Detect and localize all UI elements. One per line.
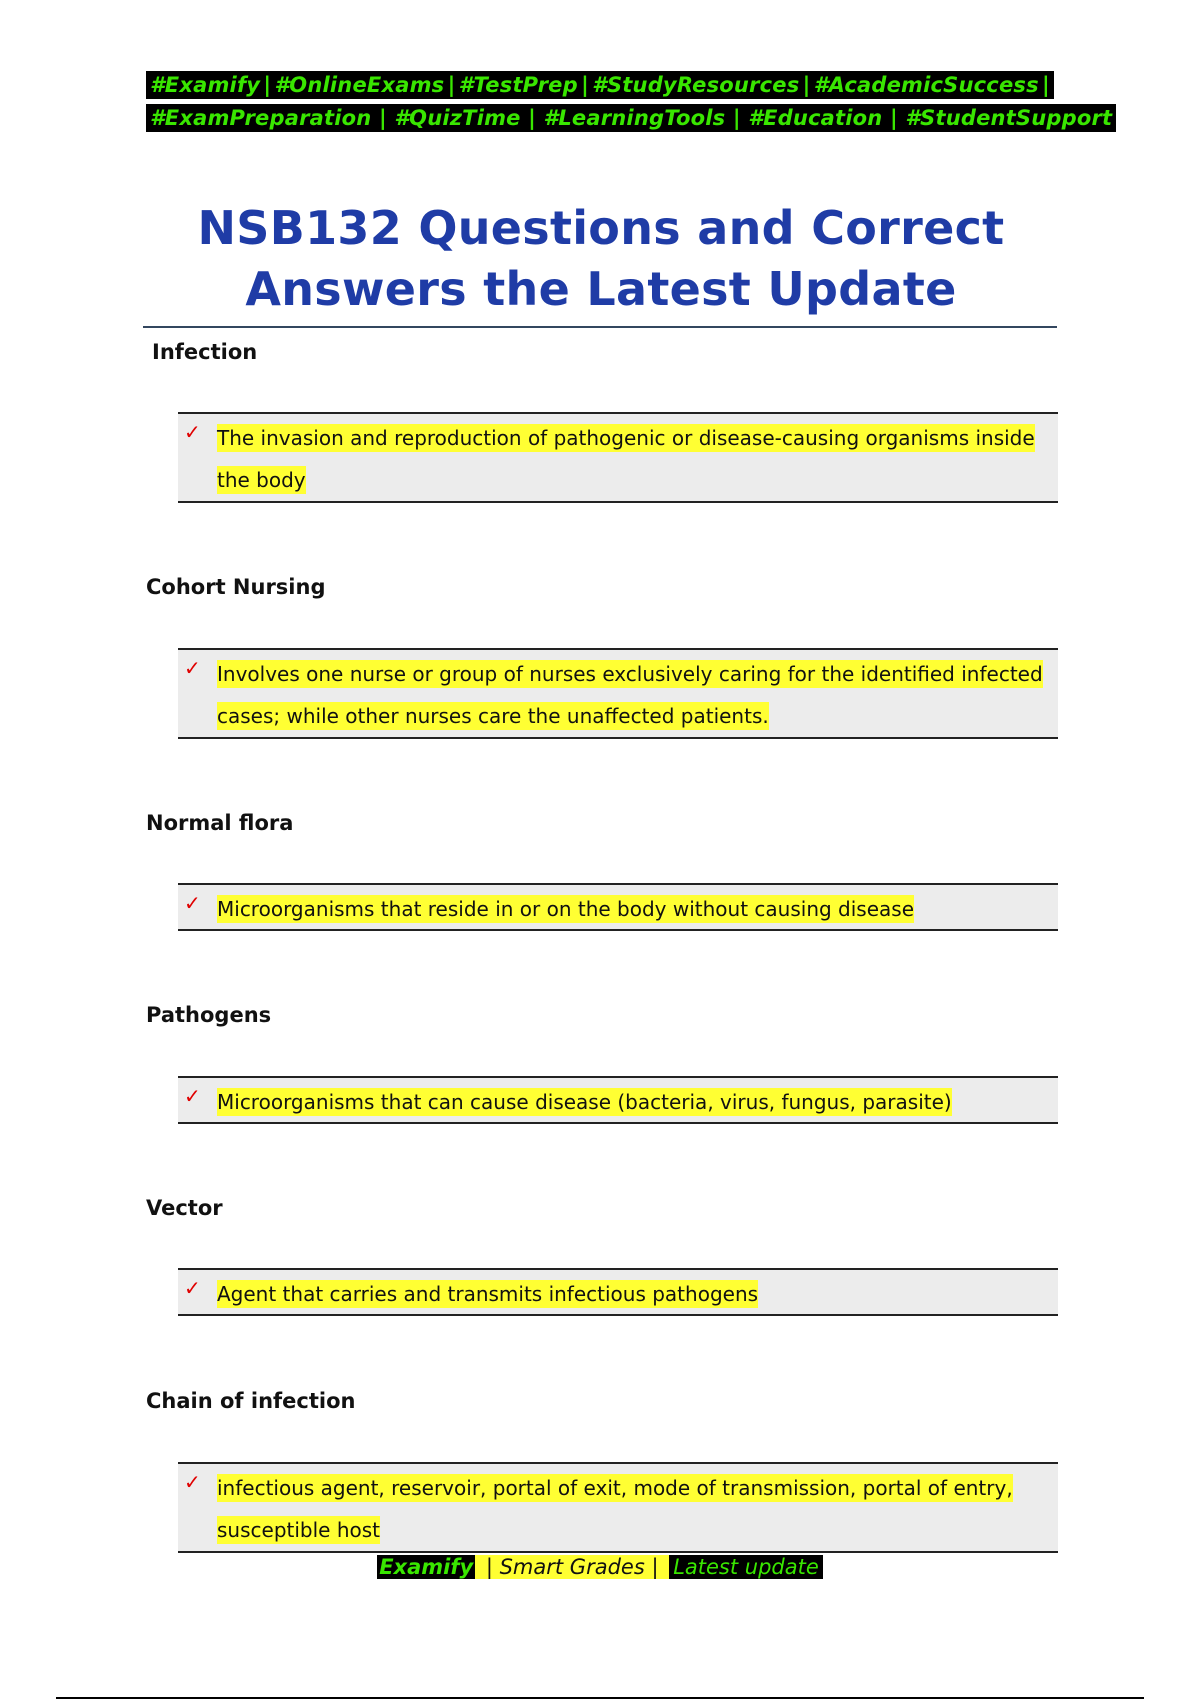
bottom-divider bbox=[56, 1697, 1144, 1699]
check-icon: ✓ bbox=[184, 1084, 201, 1108]
title-divider bbox=[143, 326, 1057, 328]
check-icon: ✓ bbox=[184, 891, 201, 915]
check-icon: ✓ bbox=[184, 420, 201, 444]
answer-text: Microorganisms that can cause disease (bacteria, virus, fungus, parasite) bbox=[217, 1090, 952, 1114]
term-heading: Vector bbox=[146, 1196, 223, 1220]
answer-text: The invasion and reproduction of pathogenic or disease-causing organisms inside the body bbox=[217, 426, 1035, 492]
hashtag-strip: #ExamPreparation | #QuizTime | #LearningTools | #Education | #StudentSupport bbox=[146, 104, 1116, 132]
hashtag-separator: | bbox=[581, 73, 589, 97]
hashtag: #OnlineExams bbox=[274, 73, 445, 97]
hashtag: #TestPrep bbox=[458, 73, 578, 97]
hashtag-separator: | bbox=[802, 73, 811, 97]
answer-box bbox=[178, 1268, 1058, 1316]
answer-text: Microorganisms that reside in or on the body without causing disease bbox=[217, 897, 915, 921]
hashtag-separator: | bbox=[447, 73, 456, 97]
footer-latest-update: Latest update bbox=[669, 1555, 823, 1579]
term-heading: Chain of infection bbox=[146, 1389, 356, 1413]
answer-box bbox=[178, 1462, 1058, 1553]
page-footer bbox=[0, 1553, 1200, 1581]
title-line-1: NSB132 Questions and Correct bbox=[197, 201, 1005, 255]
answer-box bbox=[178, 648, 1058, 739]
footer-tagline: | Smart Grades | bbox=[475, 1555, 669, 1579]
hashtag: #AcademicSuccess bbox=[813, 73, 1039, 97]
hashtag: #StudyResources bbox=[592, 73, 800, 97]
hashtag-line-2 bbox=[146, 104, 1113, 132]
answer-text: Agent that carries and transmits infectious pathogens bbox=[217, 1282, 759, 1306]
hashtag-separator: | bbox=[263, 73, 272, 97]
answer-box bbox=[178, 412, 1058, 503]
term-heading: Normal flora bbox=[146, 811, 294, 835]
hashtag-line-1 bbox=[146, 71, 1056, 99]
term-heading: Infection bbox=[152, 340, 258, 364]
check-icon: ✓ bbox=[184, 1470, 201, 1494]
check-icon: ✓ bbox=[184, 1276, 201, 1300]
answer-box bbox=[178, 883, 1058, 931]
hashtag-separator: | bbox=[1042, 73, 1050, 97]
answer-text: Involves one nurse or group of nurses exclusively caring for the identified infected cases; while other nurses care the unaffected patients. bbox=[217, 662, 1043, 728]
page-title bbox=[146, 198, 1056, 320]
title-line-2: Answers the Latest Update bbox=[245, 262, 957, 316]
term-heading: Pathogens bbox=[146, 1003, 272, 1027]
answer-box bbox=[178, 1076, 1058, 1124]
hashtag: #Examify bbox=[150, 73, 261, 97]
term-heading: Cohort Nursing bbox=[146, 575, 326, 599]
check-icon: ✓ bbox=[184, 656, 201, 680]
answer-text: infectious agent, reservoir, portal of exit, mode of transmission, portal of entry, susceptible host bbox=[217, 1476, 1013, 1542]
footer-brand: Examify bbox=[379, 1555, 474, 1579]
